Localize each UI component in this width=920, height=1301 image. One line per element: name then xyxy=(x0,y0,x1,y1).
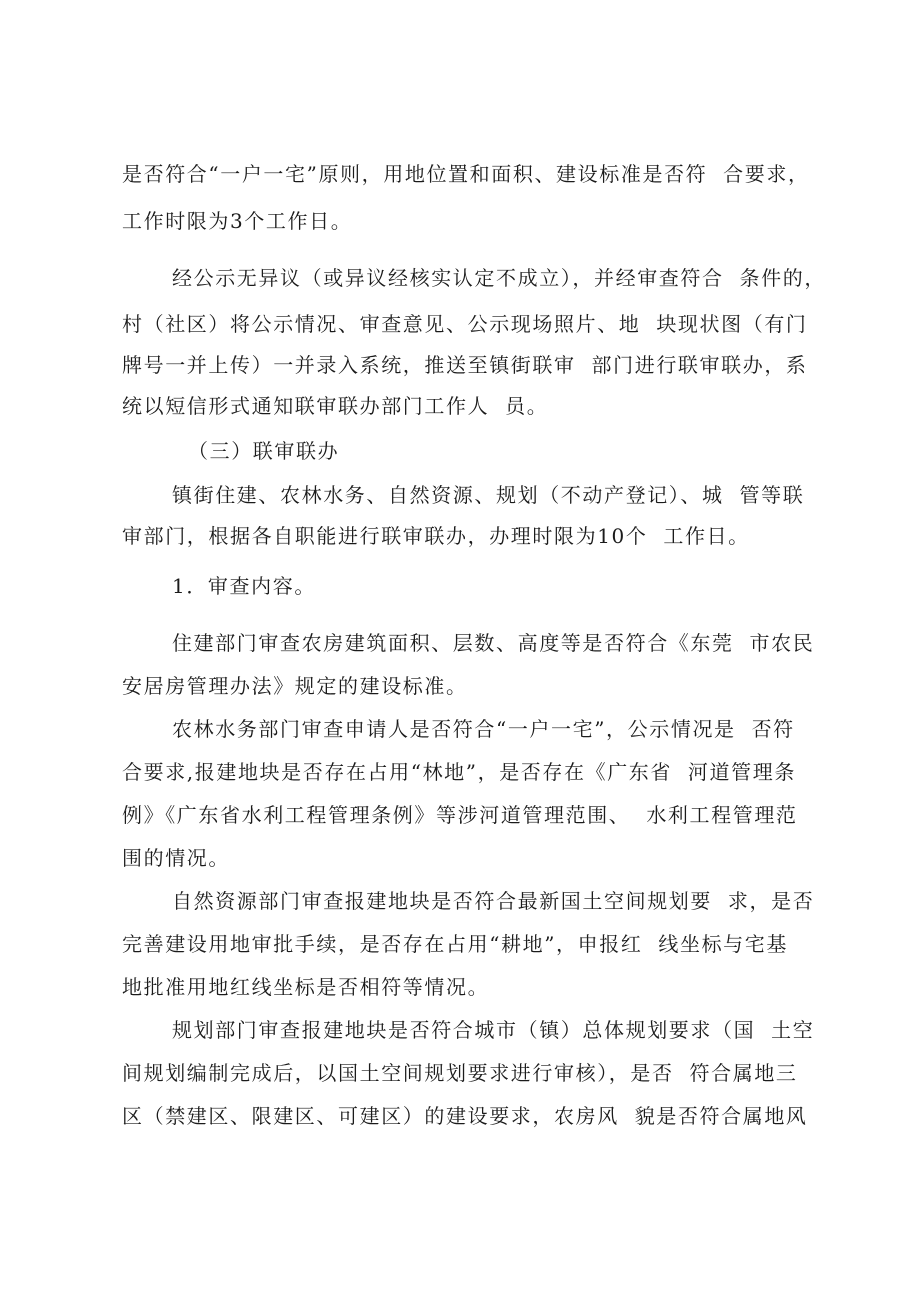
paragraph-line: 牌号一并上传）一并录入系统，推送至镇街联审 部门进行联审联办，系 xyxy=(122,353,808,377)
paragraph-line: 统以短信形式通知联审联办部门工作人 员。 xyxy=(122,394,549,418)
subsection-heading: 1．审查内容。 xyxy=(172,574,316,598)
paragraph-line: 例》《广东省水利工程管理条例》等涉河道管理范围、 水利工程管理范 xyxy=(122,803,798,827)
paragraph-line: 村（社区）将公示情况、审查意见、公示现场照片、地 块现状图（有门 xyxy=(122,312,808,336)
paragraph-line: 经公示无异议（或异议经核实认定不成立），并经审查符合 条件的， xyxy=(172,266,826,290)
paragraph-line: 住建部门审查农房建筑面积、层数、高度等是否符合《东莞 市农民 xyxy=(172,631,815,655)
paragraph-line: 是否符合“一户一宅”原则，用地位置和面积、建设标准是否符 合要求， xyxy=(122,162,810,186)
paragraph-line: 间规划编制完成后，以国土空间规划要求进行审核），是否 符合属地三 xyxy=(122,1061,798,1085)
paragraph-line: 自然资源部门审查报建地块是否符合最新国土空间规划要 求，是否 xyxy=(172,889,815,913)
paragraph-line: 安居房管理办法》规定的建设标准。 xyxy=(122,674,468,698)
paragraph-line: 审部门，根据各自职能进行联审联办，办理时限为10个 工作日。 xyxy=(122,524,750,548)
paragraph-line: 地批准用地红线坐标是否相符等情况。 xyxy=(122,975,490,999)
paragraph-line: 镇街住建、农林水务、自然资源、规划（不动产登记）、城 管等联 xyxy=(172,483,805,507)
paragraph-line: 农林水务部门审查申请人是否符合“一户一宅”，公示情况是 否符 xyxy=(172,717,795,741)
paragraph-line: 规划部门审查报建地块是否符合城市（镇）总体规划要求（国 土空 xyxy=(172,1018,815,1042)
paragraph-line: 围的情况。 xyxy=(122,846,230,870)
paragraph-line: 合要求,报建地块是否存在占用“林地”，是否存在《广东省 河道管理条 xyxy=(122,760,796,784)
paragraph-line: 区（禁建区、限建区、可建区）的建设要求，农房风 貌是否符合属地风 xyxy=(122,1104,808,1128)
paragraph-line: 完善建设用地审批手续，是否存在占用“耕地”，申报红 线坐标与宅基 xyxy=(122,932,788,956)
paragraph-line: 工作时限为3个工作日。 xyxy=(122,209,353,233)
section-heading: （三）联审联办 xyxy=(188,439,340,463)
